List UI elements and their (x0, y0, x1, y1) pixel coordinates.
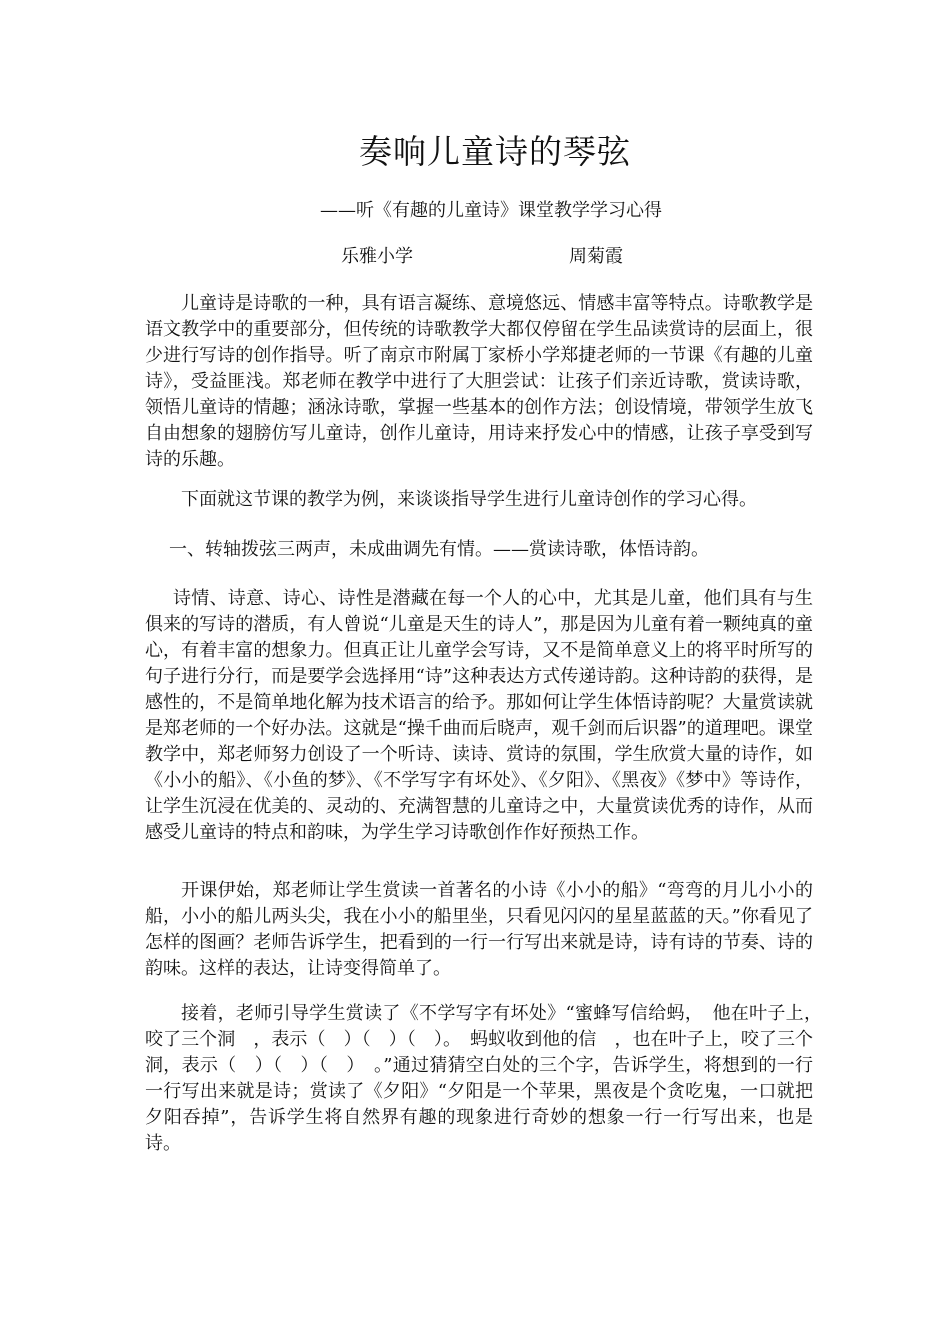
paragraph-transition: 下面就这节课的教学为例，来谈谈指导学生进行儿童诗创作的学习心得。 (181, 489, 757, 510)
paragraph-poetic-sense: 诗情、诗意、诗心、诗性是潜藏在每一个人的心中，尤其是儿童，他们具有与生俱来的写诗的潜质，有人曾说“儿童是天生的诗人”，那是因为儿童有着一颗纯真的童心，有着丰富的想象力。但真正让儿童学会写诗，又不是简单意义上的将平时所写的句子进行分行，而是要学会选择用“诗”这种表达方式传递诗韵。这种诗韵的获得，是感性的，不是简单地化解为技术语言的给予。那如何让学生体悟诗韵呢？大量赏读就是郑老师的一个好办法。这就是“操千曲而后晓声，观千剑而后识器”的道理吧。课堂教学中，郑老师努力创设了一个听诗、读诗、赏诗的氛围，学生欣赏大量的诗作，如《小小的船》、《小鱼的梦》、《不学写字有坏处》、《夕阳》、《黑夜》《梦中》等诗作，让学生沉浸在优美的、灵动的、充满智慧的儿童诗之中，大量赏读优秀的诗作，从而感受儿童诗的特点和韵味，为学生学习诗歌创作作好预热工作。 (145, 588, 813, 843)
author-name: 周菊霞 (569, 246, 623, 267)
school-name: 乐雅小学 (341, 246, 413, 267)
paragraph-opening-class: 开课伊始，郑老师让学生赏读一首著名的小诗《小小的船》“弯弯的月儿小小的船，小小的船儿两头尖，我在小小的船里坐，只看见闪闪的星星蓝蓝的天。”你看见了怎样的图画？老师告诉学生，把看到的一行一行写出来就是诗，诗有诗的节奏、诗的韵味。这样的表达，让诗变得简单了。 (145, 880, 813, 979)
section-heading-1: 一、转轴拨弦三两声，未成曲调先有情。——赏读诗歌，体悟诗韵。 (169, 539, 709, 560)
page-subtitle: ——听《有趣的儿童诗》课堂教学学习心得 (320, 200, 662, 221)
paragraph-intro: 儿童诗是诗歌的一种，具有语言凝练、意境悠远、情感丰富等特点。诗歌教学是语文教学中的重要部分，但传统的诗歌教学大都仅停留在学生品读赏诗的层面上，很少进行写诗的创作指导。听了南京市附属丁家桥小学郑捷老师的一节课《有趣的儿童诗》，受益匪浅。郑老师在教学中进行了大胆尝试：让孩子们亲近诗歌，赏读诗歌，领悟儿童诗的情趣；涵泳诗歌，掌握一些基本的创作方法；创设情境，带领学生放飞自由想象的翅膀仿写儿童诗，创作儿童诗，用诗来抒发心中的情感，让孩子享受到写诗的乐趣。 (145, 293, 813, 470)
page-title: 奏响儿童诗的琴弦 (359, 132, 631, 171)
paragraph-examples: 接着，老师引导学生赏读了《不学写字有坏处》“蜜蜂写信给蚂， 他在叶子上， 咬了三个洞 ，表示（ ）（ ）（ ）。 蚂蚁收到他的信 ，也在叶子上，咬了三个洞，表示（ ）（ ）（ ） 。”通过猜猜空白处的三个字，告诉学生，将想到的一行一行写出来就是诗；赏读了《夕阳》“夕阳是一个苹果，黑夜是个贪吃鬼，一口就把夕阳吞掉”，告诉学生将自然界有趣的现象进行奇妙的想象一行一行写出来，也是诗。 (145, 1003, 831, 1154)
